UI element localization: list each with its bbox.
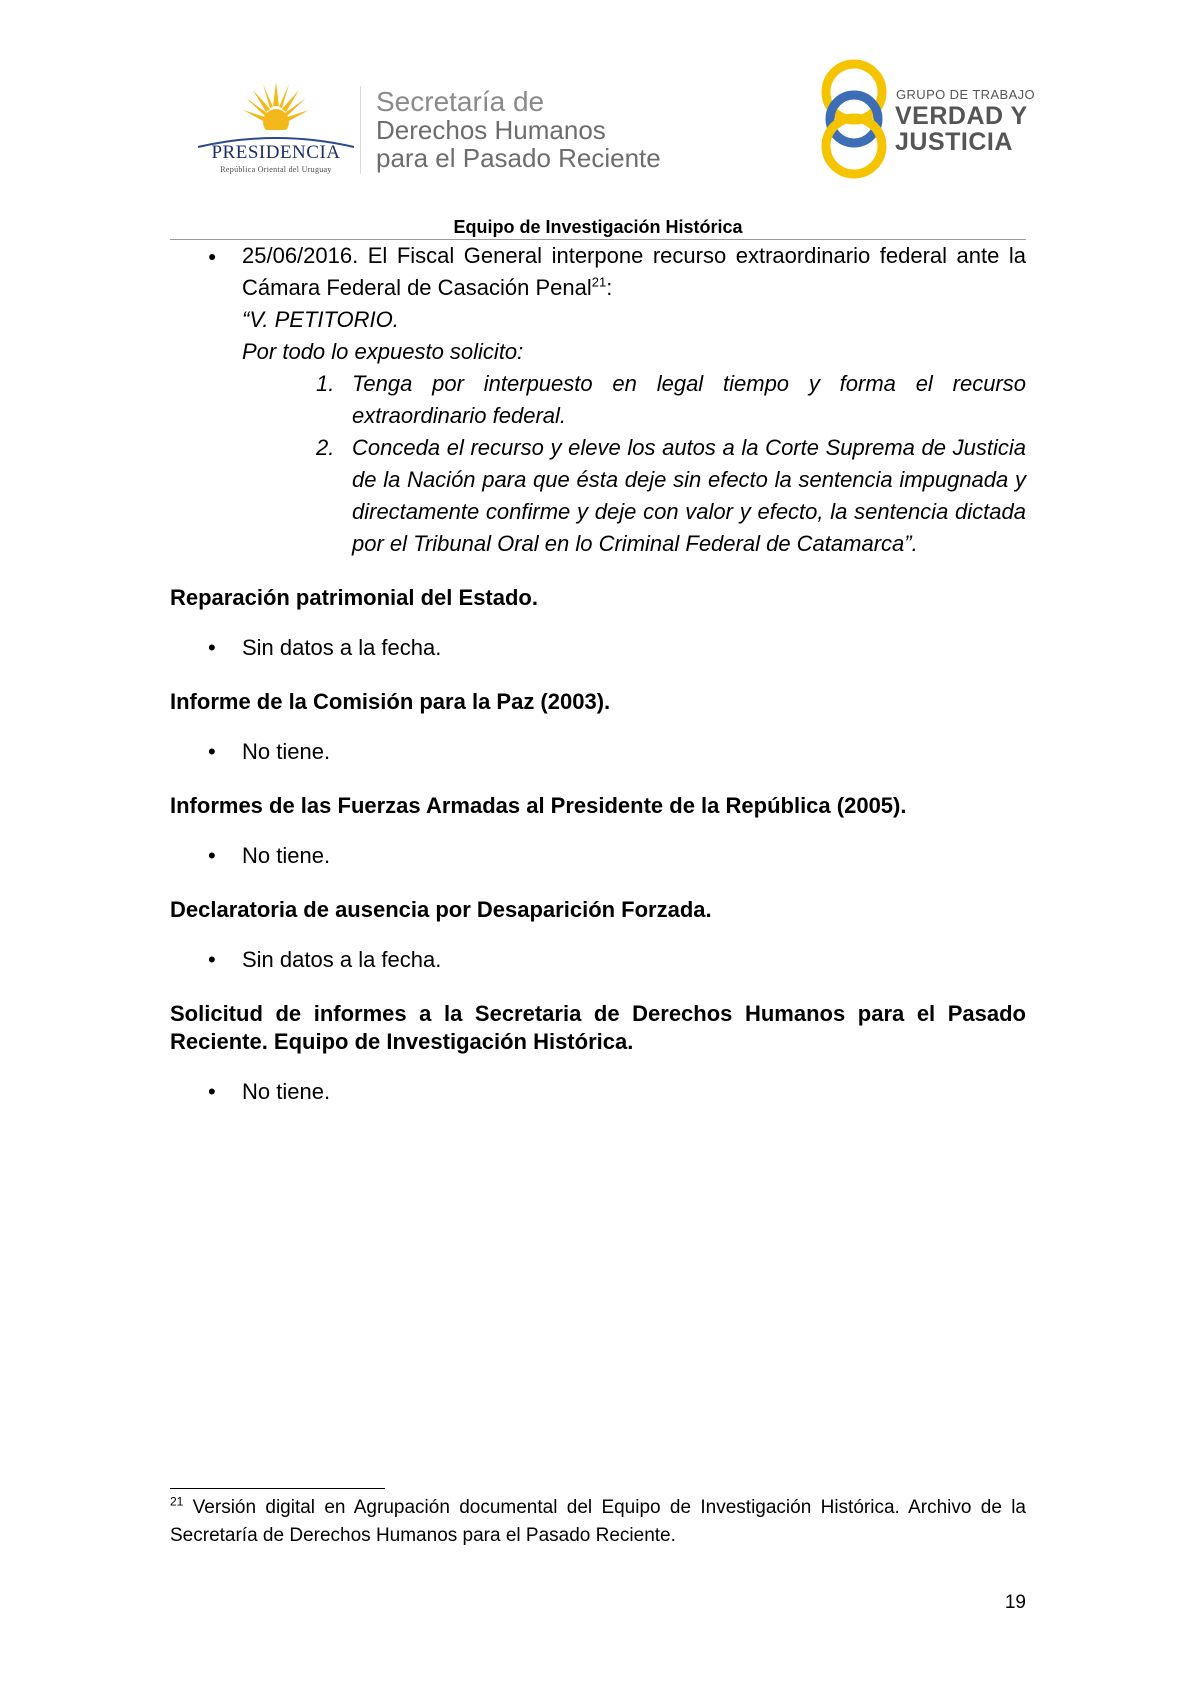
- footnote-ref[interactable]: 21: [591, 274, 607, 290]
- page-number: 19: [1004, 1592, 1026, 1613]
- list-text: Conceda el recurso y eleve los autos a la Corte Suprema de Justicia de la Nación para que ésta deje sin efecto la sentencia impugnada y directamente confirme y deje con valor y efecto, la sentencia dictada por el Tribunal Oral en lo Criminal Federal de Catamarca”.: [352, 435, 1026, 556]
- petitorio-intro: Por todo lo expuesto solicito:: [242, 339, 524, 364]
- section-item-text: No tiene.: [242, 1079, 331, 1104]
- list-text: Tenga por interpuesto en legal tiempo y forma el recurso extraordinario federal.: [352, 371, 1026, 428]
- grupo-line-3: JUSTICIA: [895, 128, 1013, 156]
- page-body: [170, 240, 1026, 1108]
- small-bullet: •: [208, 739, 216, 764]
- section-item: [170, 1076, 1026, 1108]
- secretaria-line-3: para el Pasado Reciente: [376, 143, 661, 173]
- section-item: [170, 632, 1026, 664]
- secretaria-line-2: Derechos Humanos: [376, 115, 606, 145]
- small-bullet: •: [208, 947, 216, 972]
- section-item-text: No tiene.: [242, 843, 331, 868]
- round-bullet: ●: [208, 248, 217, 264]
- footnote-rule: [170, 1488, 385, 1489]
- section-heading: Informes de las Fuerzas Armadas al Presidente de la República (2005).: [170, 793, 907, 818]
- presidencia-subtitle: República Oriental del Uruguay: [220, 165, 332, 174]
- page-header: [0, 0, 1190, 215]
- footnote: [170, 1494, 1026, 1550]
- running-title: Equipo de Investigación Histórica: [453, 217, 743, 237]
- section-item-text: Sin datos a la fecha.: [242, 635, 442, 660]
- small-bullet: •: [208, 635, 216, 660]
- list-number: 2.: [316, 435, 335, 460]
- footnote-text: Versión digital en Agrupación documental del Equipo de Investigación Histórica. Archivo de la Secretaría de Derechos Humanos para el Pasado Reciente.: [170, 1497, 1026, 1546]
- footnote-number: 21: [170, 1494, 184, 1509]
- list-item: [170, 432, 1026, 560]
- section-item-text: Sin datos a la fecha.: [242, 947, 442, 972]
- section-item: [170, 944, 1026, 976]
- entry-bullet: [170, 240, 1026, 368]
- entry-colon: :: [606, 275, 613, 300]
- header-divider: [360, 86, 361, 174]
- section-item: [170, 736, 1026, 768]
- small-bullet: •: [208, 1079, 216, 1104]
- grupo-line-1: GRUPO DE TRABAJO: [896, 87, 1036, 102]
- section-item: [170, 840, 1026, 872]
- section-heading: Declaratoria de ausencia por Desaparición Forzada.: [170, 897, 712, 922]
- small-bullet: •: [208, 843, 216, 868]
- secretaria-logo-text: [376, 88, 661, 172]
- section-heading: Informe de la Comisión para la Paz (2003).: [170, 689, 611, 714]
- presidencia-logo: [196, 80, 356, 180]
- secretaria-line-1: Secretaría de: [376, 86, 545, 117]
- verdad-justicia-logo: [818, 56, 1036, 182]
- section-heading: Solicitud de informes a la Secretaria de Derechos Humanos para el Pasado Reciente. Equipo de Investigación Histórica.: [170, 1001, 1026, 1054]
- entry-text: [242, 240, 1026, 304]
- section-heading: Reparación patrimonial del Estado.: [170, 585, 538, 610]
- entry-date-text: 25/06/2016. El Fiscal General interpone recurso extraordinario federal ante la Cámara Federal de Casación Penal: [242, 243, 1026, 300]
- petitorio-list: [170, 368, 1026, 560]
- section-item-text: No tiene.: [242, 739, 331, 764]
- linked-rings-icon: [818, 56, 890, 182]
- list-number: 1.: [316, 371, 335, 396]
- list-item: [170, 368, 1026, 432]
- grupo-line-2: VERDAD Y: [895, 102, 1028, 130]
- presidencia-name: PRESIDENCIA: [211, 142, 341, 163]
- petitorio-heading: “V. PETITORIO.: [242, 307, 399, 332]
